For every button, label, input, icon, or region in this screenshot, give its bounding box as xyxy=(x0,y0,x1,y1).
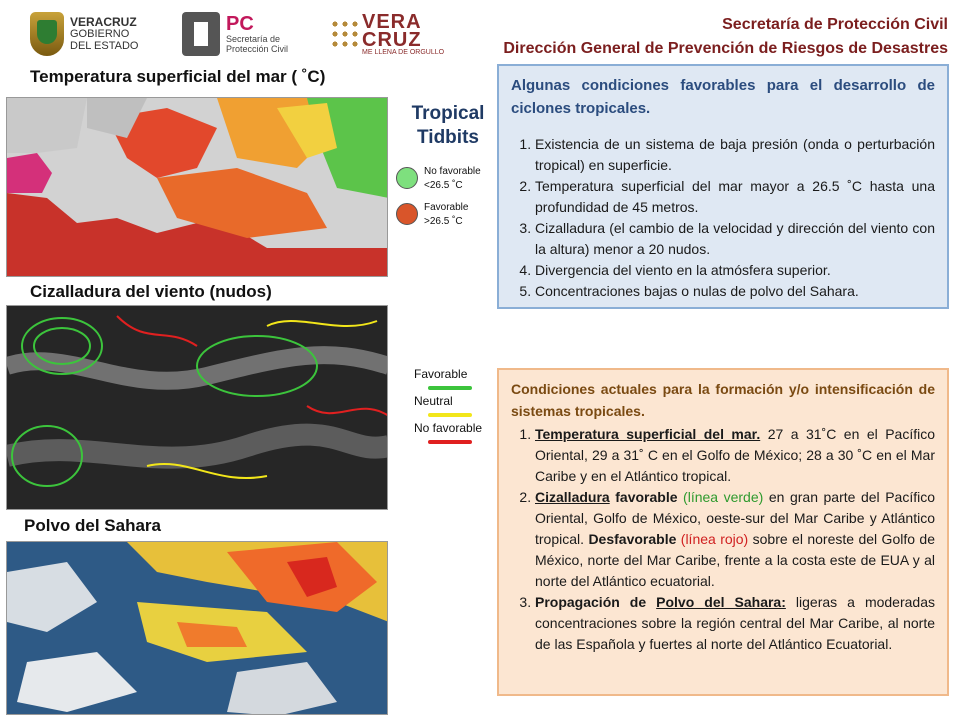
favorable-color-swatch xyxy=(396,203,418,225)
legend-unfavorable-sst xyxy=(396,165,481,193)
wind-legend-unfavorable-line xyxy=(428,440,472,444)
tidbits-line2: Tidbits xyxy=(417,127,479,148)
header-title-secretaria: Secretaría de Protección Civil xyxy=(722,16,948,33)
saharan-dust-map-image xyxy=(6,541,388,715)
favorable-conditions-heading: Algunas condiciones favorables para el desarrollo de ciclones tropicales. xyxy=(511,77,935,117)
veracruz-government-logo xyxy=(30,10,138,58)
current-conditions-box xyxy=(497,368,949,696)
tidbits-line1: Tropical xyxy=(411,103,485,124)
veracruz-shield-icon xyxy=(30,12,64,56)
item2-bold2: Desfavorable xyxy=(588,531,677,547)
veracruz-mark-icon xyxy=(330,19,358,49)
wind-legend-neutral-label: Neutral xyxy=(414,394,453,408)
logo-pc-line1: Secretaría de xyxy=(226,34,281,44)
legend-nf-label: No favorable xyxy=(424,166,481,177)
current-conditions-list xyxy=(511,424,935,655)
favorable-conditions-list xyxy=(511,134,935,302)
item3-label: Polvo del Sahara: xyxy=(656,594,786,610)
wind-legend-unfavorable-label: No favorable xyxy=(414,421,483,435)
wind-legend-neutral-line xyxy=(428,413,472,417)
wind-legend-favorable-line xyxy=(428,386,472,390)
item2-label: Cizalladura xyxy=(535,489,610,505)
legend-f-threshold: >26.5 ˚C xyxy=(424,216,463,227)
logo-vc-line1: VERA xyxy=(362,10,422,33)
sst-map-image xyxy=(6,97,388,277)
logo-pc-main: PC xyxy=(226,13,254,35)
legend-favorable-sst xyxy=(396,201,468,229)
dust-title: Polvo del Sahara xyxy=(24,516,161,535)
item2-bold: favorable xyxy=(609,489,684,505)
item1-label: Temperatura superficial del mar. xyxy=(535,426,761,442)
legend-nf-threshold: <26.5 ˚C xyxy=(424,180,463,191)
item3-text: ligeras a moderadas concentraciones sobre la región central del Mar Caribe, al norte de las Española y fuertes al norte del Atlántico Ecuatorial. xyxy=(535,594,935,652)
item3-label-pre: Propagación de xyxy=(535,594,657,610)
item2-green-text: (línea verde) xyxy=(683,489,764,505)
item2-red-text: (línea rojo) xyxy=(676,531,749,547)
veracruz-brand-logo xyxy=(330,10,444,58)
proteccion-civil-logo xyxy=(182,10,288,58)
favorable-conditions-box xyxy=(497,64,949,309)
header-title-direccion: Dirección General de Prevención de Riesgos de Desastres xyxy=(503,40,948,57)
legend-f-label: Favorable xyxy=(424,202,469,213)
list-item: 2. Temperatura superficial del mar mayor a 26.5 ˚C hasta una profundidad de 45 metros. xyxy=(535,176,935,218)
logo-veracruz-name: VERACRUZ xyxy=(70,15,137,29)
sst-title: Temperatura superficial del mar ( ˚C) xyxy=(30,67,326,86)
item2-text2: sobre el noreste del Golfo de México, norte del Mar Caribe, frente a la costa este de EUA y al norte del Atlántico ecuatorial. xyxy=(535,531,935,589)
list-item: 4. Divergencia del viento en la atmósfera superior. xyxy=(535,260,935,281)
current-conditions-heading: Condiciones actuales para la formación y/o intensificación de sistemas tropicales. xyxy=(511,381,935,419)
item1-text: 27 a 31˚C en el Pacífico Oriental, 29 a 31˚ C en el Golfo de México; 28 a 30 ˚C en el Mar Caribe y en el Atlántico tropical. xyxy=(535,426,936,484)
item2-text: en gran parte del Pacífico Oriental, Golfo de México, oeste-sur del Mar Caribe y Atlántico tropical. xyxy=(535,489,936,547)
logo-pc-line2: Protección Civil xyxy=(226,44,289,54)
tropical-tidbits-logo xyxy=(402,102,494,150)
list-item xyxy=(535,487,935,592)
list-item: 5. Concentraciones bajas o nulas de polvo del Sahara. xyxy=(535,281,935,302)
list-item xyxy=(535,592,935,655)
wind-legend-favorable-label: Favorable xyxy=(414,367,468,381)
unfavorable-color-swatch xyxy=(396,167,418,189)
pc-shield-icon xyxy=(182,12,220,56)
wind-shear-map-image xyxy=(6,305,388,510)
list-item: 3. Cizalladura (el cambio de la velocidad y dirección del viento con la altura) menor a 20 nudos. xyxy=(535,218,935,260)
logo-vc-line2: CRUZ xyxy=(362,28,422,51)
list-item: 1. Existencia de un sistema de baja presión (onda o perturbación tropical) en superficie. xyxy=(535,134,935,176)
logo-veracruz-line2: GOBIERNO xyxy=(70,28,130,40)
list-item xyxy=(535,424,935,487)
logo-veracruz-line3: DEL ESTADO xyxy=(70,40,139,52)
shear-title: Cizalladura del viento (nudos) xyxy=(30,282,272,301)
logo-vc-tagline: ME LLENA DE ORGULLO xyxy=(362,48,445,56)
